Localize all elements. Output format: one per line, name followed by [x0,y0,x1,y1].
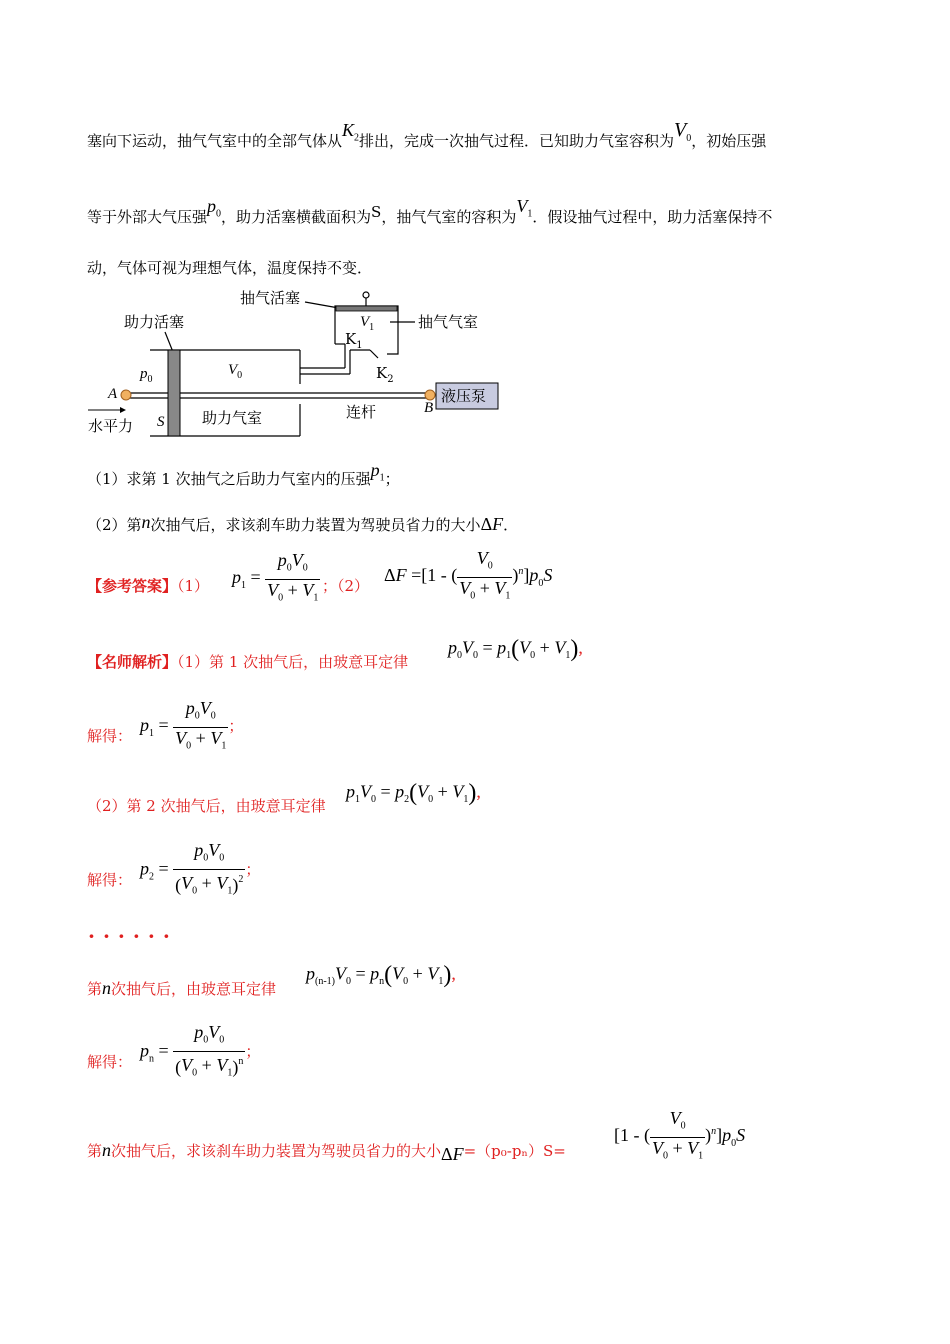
label-B: B [424,400,434,416]
analysis-solve-n: 解得： [87,1053,133,1071]
semicolon: ； [245,862,261,879]
answer-1-formula: $p_1$ = $\frac{p_0V_0}{V_0 + V_1}$ [232,550,319,604]
label-K2-letter: K [376,364,388,382]
text-segment: ，抽气气室的容积为 [381,208,517,226]
text-segment: ，助力活塞横截面积为 [221,208,372,226]
question-2 [87,514,518,535]
label-p0-letter: p [140,366,148,382]
analysis-final-line [87,1140,566,1164]
math-deltaF: ΔF [480,514,504,534]
text-segment: 等于外部大气压强 [87,208,208,226]
label-V1-letter: V [360,314,370,330]
label-p0 [140,366,153,385]
label-horizontal-force: 水平力 [88,417,134,435]
text-segment: 次抽气后，由玻意耳定律 [111,980,277,998]
text-segment: （1） [177,577,210,595]
label-assist-piston: 助力活塞 [124,313,185,331]
analysis-result-1: $p_1$ = $\frac{p_0V_0}{V_0 + V_1}$ ； [140,698,244,752]
text-segment: （1）第 1 次抽气后，由玻意耳定律 [177,653,409,671]
text-segment: 第 [87,980,103,998]
text-segment: 排出，完成一次抽气过程．已知助力气室容积为 [359,132,675,150]
analysis-eq-2: $p_1V_0 = p_2(V_0 + V_1)$, [346,780,481,806]
analysis-eq-n: $p_{(n-1)}V_0 = p_n(V_0 + V_1)$, [306,962,456,988]
label-assist-chamber: 助力气室 [202,409,263,427]
label-K1-sub: 1 [356,340,363,351]
analysis-result-n: $p_n$ = $\frac{p_0V_0}{(V_0 + V_1)^n}$ ； [140,1022,261,1079]
problem-line-3: 动，气体可视为理想气体，温度保持不变． [87,259,373,277]
math-p0: $p_0$ [207,196,222,220]
text-segment: ； [384,470,400,488]
comma: , [476,781,481,802]
problem-line-1 [87,119,767,159]
text-segment: 次抽气后，求该刹车助力装置为驾驶员省力的大小 [111,1142,442,1160]
semicolon: ； [245,1044,261,1061]
semicolon: ； [228,719,244,736]
label-K1-letter: K [345,330,357,348]
label-A: A [108,386,118,402]
math-K2: $K_2$ [342,120,360,144]
text-segment: 第 [87,1142,103,1160]
label-rod: 连杆 [346,403,377,421]
text-segment: =（p₀-pₙ）S= [463,1142,566,1160]
math-V0: $V_0$ [674,119,692,144]
math-n: n [141,512,151,532]
label-V1-sub: 1 [369,322,375,333]
analysis-result-2: $p_2$ = $\frac{p_0V_0}{(V_0 + V_1)^2}$ ； [140,840,261,897]
label-p0-sub: 0 [147,374,153,385]
label-K1 [345,330,363,351]
answer-2-formula: ΔF =[1 - ( $\frac{V_0}{V_0 + V_1}$ )$^n]p_0S$ [384,548,553,602]
brake-booster-diagram [80,284,520,444]
analysis-line-2: （2）第 2 次抽气后，由玻意耳定律 [87,797,326,815]
ellipsis-dots: ······ [88,924,178,948]
text-segment: 次抽气后，求该刹车助力装置为驾驶员省力的大小 [150,516,481,534]
text-segment: （2）第 [87,516,142,534]
answer-line [87,576,209,596]
text-S: S [371,203,382,221]
label-K2 [376,364,394,385]
label-V0-letter: V [228,362,238,378]
math-V1: $V_1$ [516,196,533,220]
label-V0-sub: 0 [237,370,243,381]
label-S: S [157,414,165,430]
analysis-final-formula: [1 - ( $\frac{V_0}{V_0 + V_1}$ )$^n]p_0S$ [614,1108,746,1162]
comma: , [451,963,456,984]
analysis-solve-1: 解得： [87,727,133,745]
answer-label: 【参考答案】 [87,577,178,595]
problem-line-2 [87,196,773,235]
text-segment: ，初始压强 [691,132,767,150]
analysis-eq-1: $p_0V_0 = p_1(V_0 + V_1)$, [448,636,583,662]
label-hydraulic-pump: 液压泵 [441,387,487,405]
text-segment: ．假设抽气过程中，助力活塞保持不 [532,208,773,226]
label-K2-sub: 2 [387,374,394,385]
analysis-label: 【名师解析】 [87,653,178,671]
text-segment: ． [503,516,519,534]
answer-sep: ；（2） [322,577,370,595]
comma: , [578,637,583,658]
label-V0 [228,362,242,381]
question-1 [87,460,400,497]
label-pump-piston: 抽气活塞 [240,289,301,307]
text-segment: 塞向下运动，抽气气室中的全部气体从 [87,132,343,150]
analysis-line-n [87,978,276,999]
label-pump-chamber: 抽气气室 [418,313,479,331]
text-segment: （1）求第 1 次抽气之后助力气室内的压强 [87,470,371,488]
analysis-line-1 [87,652,408,672]
math-n: n [102,978,112,998]
analysis-solve-2: 解得： [87,871,133,889]
math-p1: $p_1$ [370,460,385,484]
math-n: n [102,1140,112,1160]
math-deltaF: ΔF [441,1144,464,1164]
